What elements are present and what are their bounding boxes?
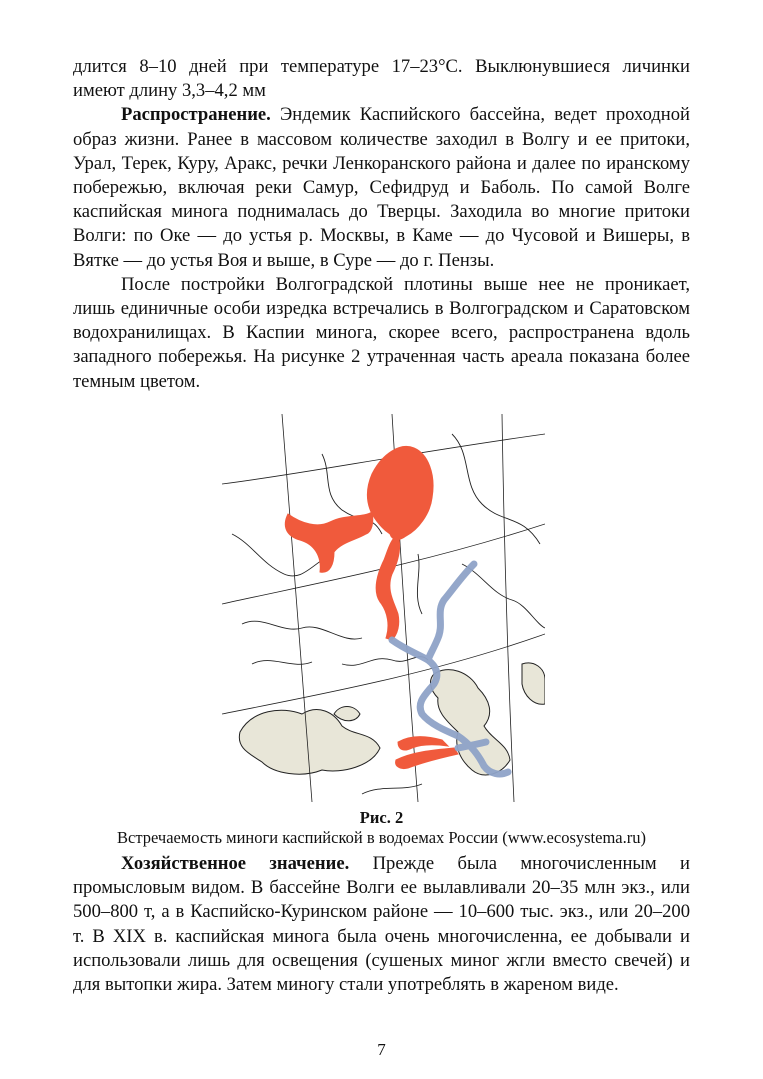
- paragraph-distribution: [73, 103, 690, 272]
- figure-caption: Встречаемость миноги каспийской в водоемах России (www.ecosystema.ru): [117, 828, 646, 847]
- paragraph-text: После постройки Волгоградской плотины выше нее не проникает, лишь единичные особи изредка встречались в Волгоградском и Саратовском водохранилищах. В Каспии минога, скорее всего, распространена вдоль западного побережья. На рисунке 2 утраченная часть ареала показана более темным цветом.: [73, 273, 690, 392]
- figure-title: Рис. 2: [359, 808, 404, 827]
- page-number: 7: [377, 1040, 386, 1059]
- text-block-bottom: [73, 852, 690, 997]
- paragraph-dam: [73, 273, 690, 394]
- paragraph-text: Эндемик Каспийского бассейна, ведет проходной образ жизни. Ранее в массовом количестве заходил в Волгу и ее притоки, Урал, Терек, Куру, Аракс, речки Ленкоранского района и далее по иранскому побережью, включая реки Самур, Сефидруд и Баболь. По самой Волге каспийская минога поднималась до Тверцы. Заходила во многие притоки Волги: по Оке — до устья р. Москвы, в Каме — до Чусовой и Вишеры, в Вятке — до устья Воя и выше, в Суре — до г. Пензы.: [73, 104, 690, 271]
- section-heading-economic: Хозяйственное значение.: [121, 853, 350, 874]
- paragraph-text: длится 8–10 дней при температуре 17–23°С. Выклюнувшиеся личинки имеют длину 3,3–4,2 мм: [73, 56, 690, 102]
- paragraph-economic-value: [73, 852, 690, 997]
- paragraph-text: Прежде была многочисленным и промысловым видом. В бассейне Волги ее вылавливали 20–35 млн экз., или 500–800 т, а в Каспийско-Куринском районе — 10–600 тыс. экз., или 20–200 т. В XIX в. каспийская минога была очень многочисленна, ее добывали и использовали лишь для освещения (сушеных миног жгли вместо свечей) и для вытопки жира. Затем миногу стали употреблять в жареном виде.: [73, 853, 690, 996]
- section-heading-distribution: Распространение.: [121, 104, 271, 126]
- range-map: [222, 414, 545, 802]
- text-block-top: [73, 55, 690, 394]
- paragraph-incubation: [73, 55, 690, 103]
- range-map-figure: [222, 414, 545, 802]
